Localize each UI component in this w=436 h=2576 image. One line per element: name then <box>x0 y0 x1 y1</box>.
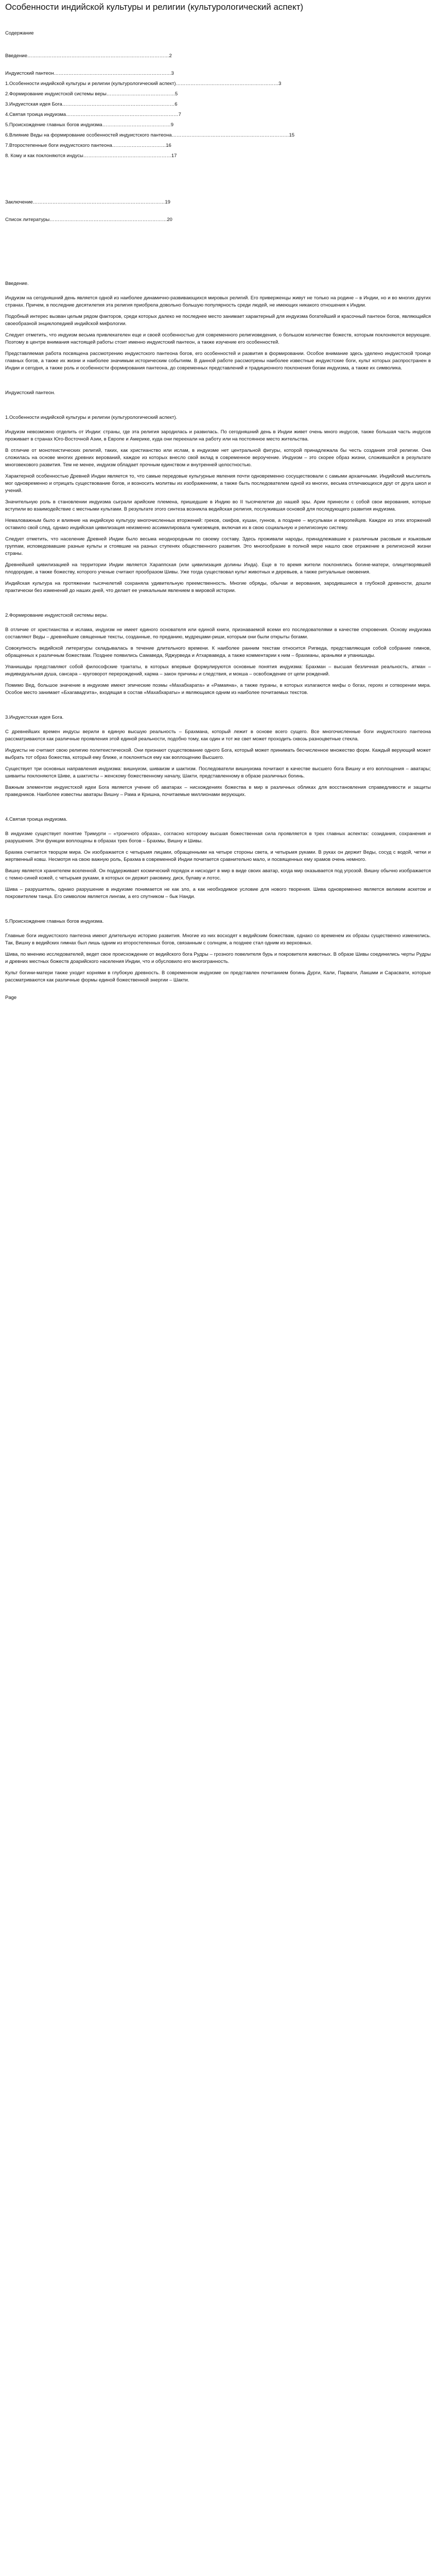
intro-paragraph: Представляемая работа посвящена рассмотрению индуистского пантеона богов, его особенностей и развития в формировании. Особое внимание здесь уделено индуистской троице главных богов, а также их жизни и наиболее значимым историческим событиям. В данной работе рассмотрены наиболее известные индуистские боги, культ которых распространен в Индии и сегодня, а также роль и особенности формирования пантеона, до современных представлений и традиционного поклонения богам индуизма, а также их символика. <box>5 351 431 371</box>
toc-item-3[interactable]: 3.Индуистская идея Бога……………………………………………………………6 <box>5 101 178 107</box>
section-3-heading: 3.Индуистская идея Бога. <box>5 715 64 720</box>
toc-item-pantheon[interactable]: Индуистский пантеон………………………………………………………………3 <box>5 71 174 76</box>
section-3-paragraph: Индуисты не считают свою религию политеистической. Они признают существование одного Бога, который может принимать бесчисленное множество форм. Каждый верующий может выбрать тот образ божества, который ему ближе, и поклоняться ему как воплощению Высшего. <box>5 748 431 760</box>
section-3-paragraph: С древнейших времен индусы верили в единую высшую реальность – Брахмана, который лежит в основе всего сущего. Все многочисленные боги индуистского пантеона рассматриваются как различные проявления этой единой реальности, подобно тому, как один и тот же свет может проходить сквозь разноцветные стекла. <box>5 729 431 742</box>
toc-item-5[interactable]: 5.Происхождение главных богов индуизма……………………………………9 <box>5 122 174 128</box>
toc-item-intro[interactable]: Введение……………………………………………………………………………2 <box>5 53 172 59</box>
pantheon-heading: Индуистский пантеон. <box>5 390 56 396</box>
section-5-paragraph: Культ богини-матери также уходит корнями в глубокую древность. В современном индуизме он представлен почитанием богинь Дурги, Кали, Парвати, Лакшми и Сарасвати, которые рассматриваются как различные формы единой божественной энергии – Шакти. <box>5 970 431 983</box>
toc-item-conclusion[interactable]: Заключение………………………………………………………………………19 <box>5 199 170 205</box>
section-1-paragraph: Немаловажным было и влияние на индийскую культуру многочисленных вторжений: греков, скифов, кушан, гуннов, а позднее – мусульман и европейцев. Каждое из этих вторжений оставило свой след, однако индийская цивилизация неизменно ассимилировала чужеземцев, включая их в свою социальную и религиозную систему. <box>5 518 431 531</box>
section-1-paragraph: Индийская культура на протяжении тысячелетий сохраняла удивительную преемственность. Многие обряды, обычаи и верования, зародившиеся в глубокой древности, дошли практически без изменений до наших дней, что делает ее уникальным явлением в мировой истории. <box>5 581 431 594</box>
section-1-heading: 1.Особенности индийской культуры и религии (культурологический аспект). <box>5 415 178 420</box>
page-footer-label: Page <box>5 995 17 1001</box>
section-5-heading: 5.Происхождение главных богов индуизма. <box>5 919 104 924</box>
toc-item-2[interactable]: 2.Формирование индуистской системы веры……………………………………5 <box>5 91 178 97</box>
contents-heading: Содержание <box>5 30 34 36</box>
section-1-paragraph: Характерной особенностью Древней Индии является то, что самые передовые культурные явления почти одновременно сосуществовали с самыми архаичными. Индийский мыслитель мог одновременно и отрицать существование богов, и возносить молитвы их изображениям, а также быть последователем одной из многих, весьма отличающихся друг от друга школ и учений. <box>5 473 431 494</box>
toc-item-6[interactable]: 6.Влияние Веды на формирование особенностей индуистского пантеона………………………………………………………………15 <box>5 132 295 138</box>
section-3-paragraph: Важным элементом индуистской идеи Бога является учение об аватарах – нисхождениях божества в мир в различных обликах для восстановления справедливости и защиты праведников. Наиболее известны аватары Вишну – Рама и Кришна, почитаемые миллионами верующих. <box>5 785 431 798</box>
intro-heading: Введение. <box>5 281 29 286</box>
toc-item-4[interactable]: 4.Святая троица индуизма……………………………………………………………7 <box>5 112 181 117</box>
section-1-paragraph: Индуизм невозможно отделить от Индии: страны, где эта религия зародилась и развилась. По сегодняшний день в Индии живет очень много индусов, также большая часть индусов проживает в странах Юго-Восточной Азии, в Европе и Америке, куда они переехали на работу или на постоянное место жительства. <box>5 429 431 442</box>
toc-item-7[interactable]: 7.Второстепенные боги индуистского пантеона……………………………16 <box>5 143 171 148</box>
intro-paragraph: Следует отметить, что индуизм весьма привлекателен еще и своей особенностью для современного религиоведения, о большом количестве божеств, которым поклоняются верующие. Поэтому в центре внимания настоящей работы стоит именно индуистский пантеон, а также изучение его особенностей. <box>5 332 431 345</box>
intro-paragraph: Индуизм на сегодняшний день является одной из наиболее динамично-развивающихся мировых религий. Его приверженцы живут не только на родине – в Индии, но и во многих других странах. Причем, в последние десятилетия эта религия приобрела довольно большую популярность среди людей, не имеющих никакого отношения к Индии. <box>5 295 431 308</box>
section-1-paragraph: Древнейшей цивилизацией на территории Индии является Хараппская (или цивилизация долины Инда). Еще в то время жители поклонялись богине-матери, олицетворявшей плодородие, а также божеству, которого ученые считают прообразом Шивы. Уже тогда существовал культ животных и деревьев, а также ритуальные омовения. <box>5 562 431 575</box>
toc-item-1[interactable]: 1.Особенности индийской культуры и религии (культурологический аспект)………………………………………………………3 <box>5 81 282 87</box>
section-4-paragraph: В индуизме существует понятие Тримурти – «троичного образа», согласно которому высшая божественная сила проявляется в трех главных аспектах: созидания, сохранения и разрушения. Эти функции воплощены в образах трех богов – Брахмы, Вишну и Шивы. <box>5 831 431 844</box>
section-1-paragraph: Значительную роль в становлении индуизма сыграли арийские племена, пришедшие в Индию во II тысячелетии до нашей эры. Арии принесли с собой свои верования, которые вступили во взаимодействие с местными культами. В результате этого синтеза возникла ведийская религия, послужившая основой для последующего развития индуизма. <box>5 499 431 512</box>
toc-item-8[interactable]: 8. Кому и как поклоняются индусы………………………………………………17 <box>5 153 177 159</box>
section-2-paragraph: Совокупность ведийской литературы складывалась в течение длительного времени. К наиболее ранним текстам относится Ригведа, представляющая собой собрание гимнов, обращенных к различным божествам. Позднее появились Самаведа, Яджурведа и Атхарваведа, а также комментарии к ним – брахманы, араньяки и упанишады. <box>5 646 431 658</box>
section-2-paragraph: Упанишады представляют собой философские трактаты, в которых впервые формулируются основные понятия индуизма: Брахман – высшая безличная реальность, атман – индивидуальная душа, сансара – круговорот перерождений, карма – закон причины и следствия, и мокша – освобождение от цепи рождений. <box>5 664 431 677</box>
section-4-heading: 4.Святая троица индуизма. <box>5 817 67 822</box>
section-4-paragraph: Брахма считается творцом мира. Он изображается с четырьмя лицами, обращенными на четыре стороны света, и четырьмя руками. В руках он держит Веды, сосуд с водой, четки и жертвенный ковш. Несмотря на свою важную роль, Брахма в современной Индии почитается сравнительно мало, и посвященных ему храмов очень немного. <box>5 850 431 862</box>
section-1-paragraph: Следует отметить, что население Древней Индии было весьма неоднородным по своему составу. Здесь проживали народы, принадлежавшие к различным расовым и языковым группам, исповедовавшие разные культы и стоявшие на разных ступенях общественного развития. Это многообразие в полной мере нашло свое отражение в религиозной жизни страны. <box>5 536 431 556</box>
toc-item-references[interactable]: Список литературы………………………………………………………………20 <box>5 217 172 223</box>
section-5-paragraph: Главные боги индуистского пантеона имеют длительную историю развития. Многие из них восходят к ведийским божествам, однако со временем их образы существенно изменились. Так, Вишну в ведийских гимнах был лишь одним из второстепенных богов, связанным с солнцем, а позднее стал одним из верховных. <box>5 933 431 946</box>
intro-paragraph: Подобный интерес вызван целым рядом факторов, среди которых далеко не последнее место занимает характерный для индуизма богатейший и красочный пантеон богов, являющийся своеобразной энциклопедией индийской мифологии. <box>5 314 431 327</box>
section-1-paragraph: В отличие от монотеистических религий, таких, как христианство или ислам, в индуизме нет центральной фигуры, которой принадлежала бы честь создания этой религии. Она сложилась на основе многих древних верований, каждое из которых внесло свой вклад в современное вероучение. Индуизм – это скорее образ жизни, сложившийся в результате многовекового развития. Тем не менее, индуизм обладает прочным единством и внутренней целостностью. <box>5 448 431 468</box>
section-2-paragraph: Помимо Вед, большое значение в индуизме имеют эпические поэмы «Махабхарата» и «Рамаяна», а также пураны, в которых излагаются мифы о богах, героях и сотворении мира. Особое место занимает «Бхагавадгита», входящая в состав «Махабхараты» и являющаяся одним из наиболее почитаемых текстов. <box>5 683 431 696</box>
section-5-paragraph: Шива, по мнению исследователей, ведет свое происхождение от ведийского бога Рудры – грозного повелителя бурь и покровителя животных. В образе Шивы соединились черты Рудры и древних местных божеств доарийского населения Индии, что и обусловило его многогранность. <box>5 952 431 964</box>
document-title: Особенности индийской культуры и религии (культурологический аспект) <box>5 2 304 12</box>
section-2-heading: 2.Формирование индуистской системы веры. <box>5 613 108 618</box>
section-4-paragraph: Шива – разрушитель, однако разрушение в индуизме понимается не как зло, а как необходимое условие для нового творения. Шива одновременно является великим аскетом и покровителем танца. Его символом является лингам, а его спутником – бык Нанди. <box>5 887 431 900</box>
section-3-paragraph: Существует три основных направления индуизма: вишнуизм, шиваизм и шактизм. Последователи вишнуизма почитают в качестве высшего бога Вишну и его воплощения – аватары; шиваиты поклоняются Шиве, а шактисты – женскому божественному началу, Шакти, представленному в образе различных богинь. <box>5 766 431 779</box>
table-of-contents <box>5 53 431 224</box>
section-4-paragraph: Вишну является хранителем вселенной. Он поддерживает космический порядок и нисходит в мир в виде своих аватар, когда мир оказывается под угрозой. Вишну обычно изображается с темно-синей кожей, с четырьмя руками, в которых он держит раковину, диск, булаву и лотос. <box>5 868 431 881</box>
section-2-paragraph: В отличие от христианства и ислама, индуизм не имеет единого основателя или единой книги, признаваемой всеми его последователями в качестве откровения. Основу индуизма составляют Веды – древнейшие священные тексты, созданные, по преданию, мудрецами-риши, которым они были открыты богами. <box>5 627 431 640</box>
